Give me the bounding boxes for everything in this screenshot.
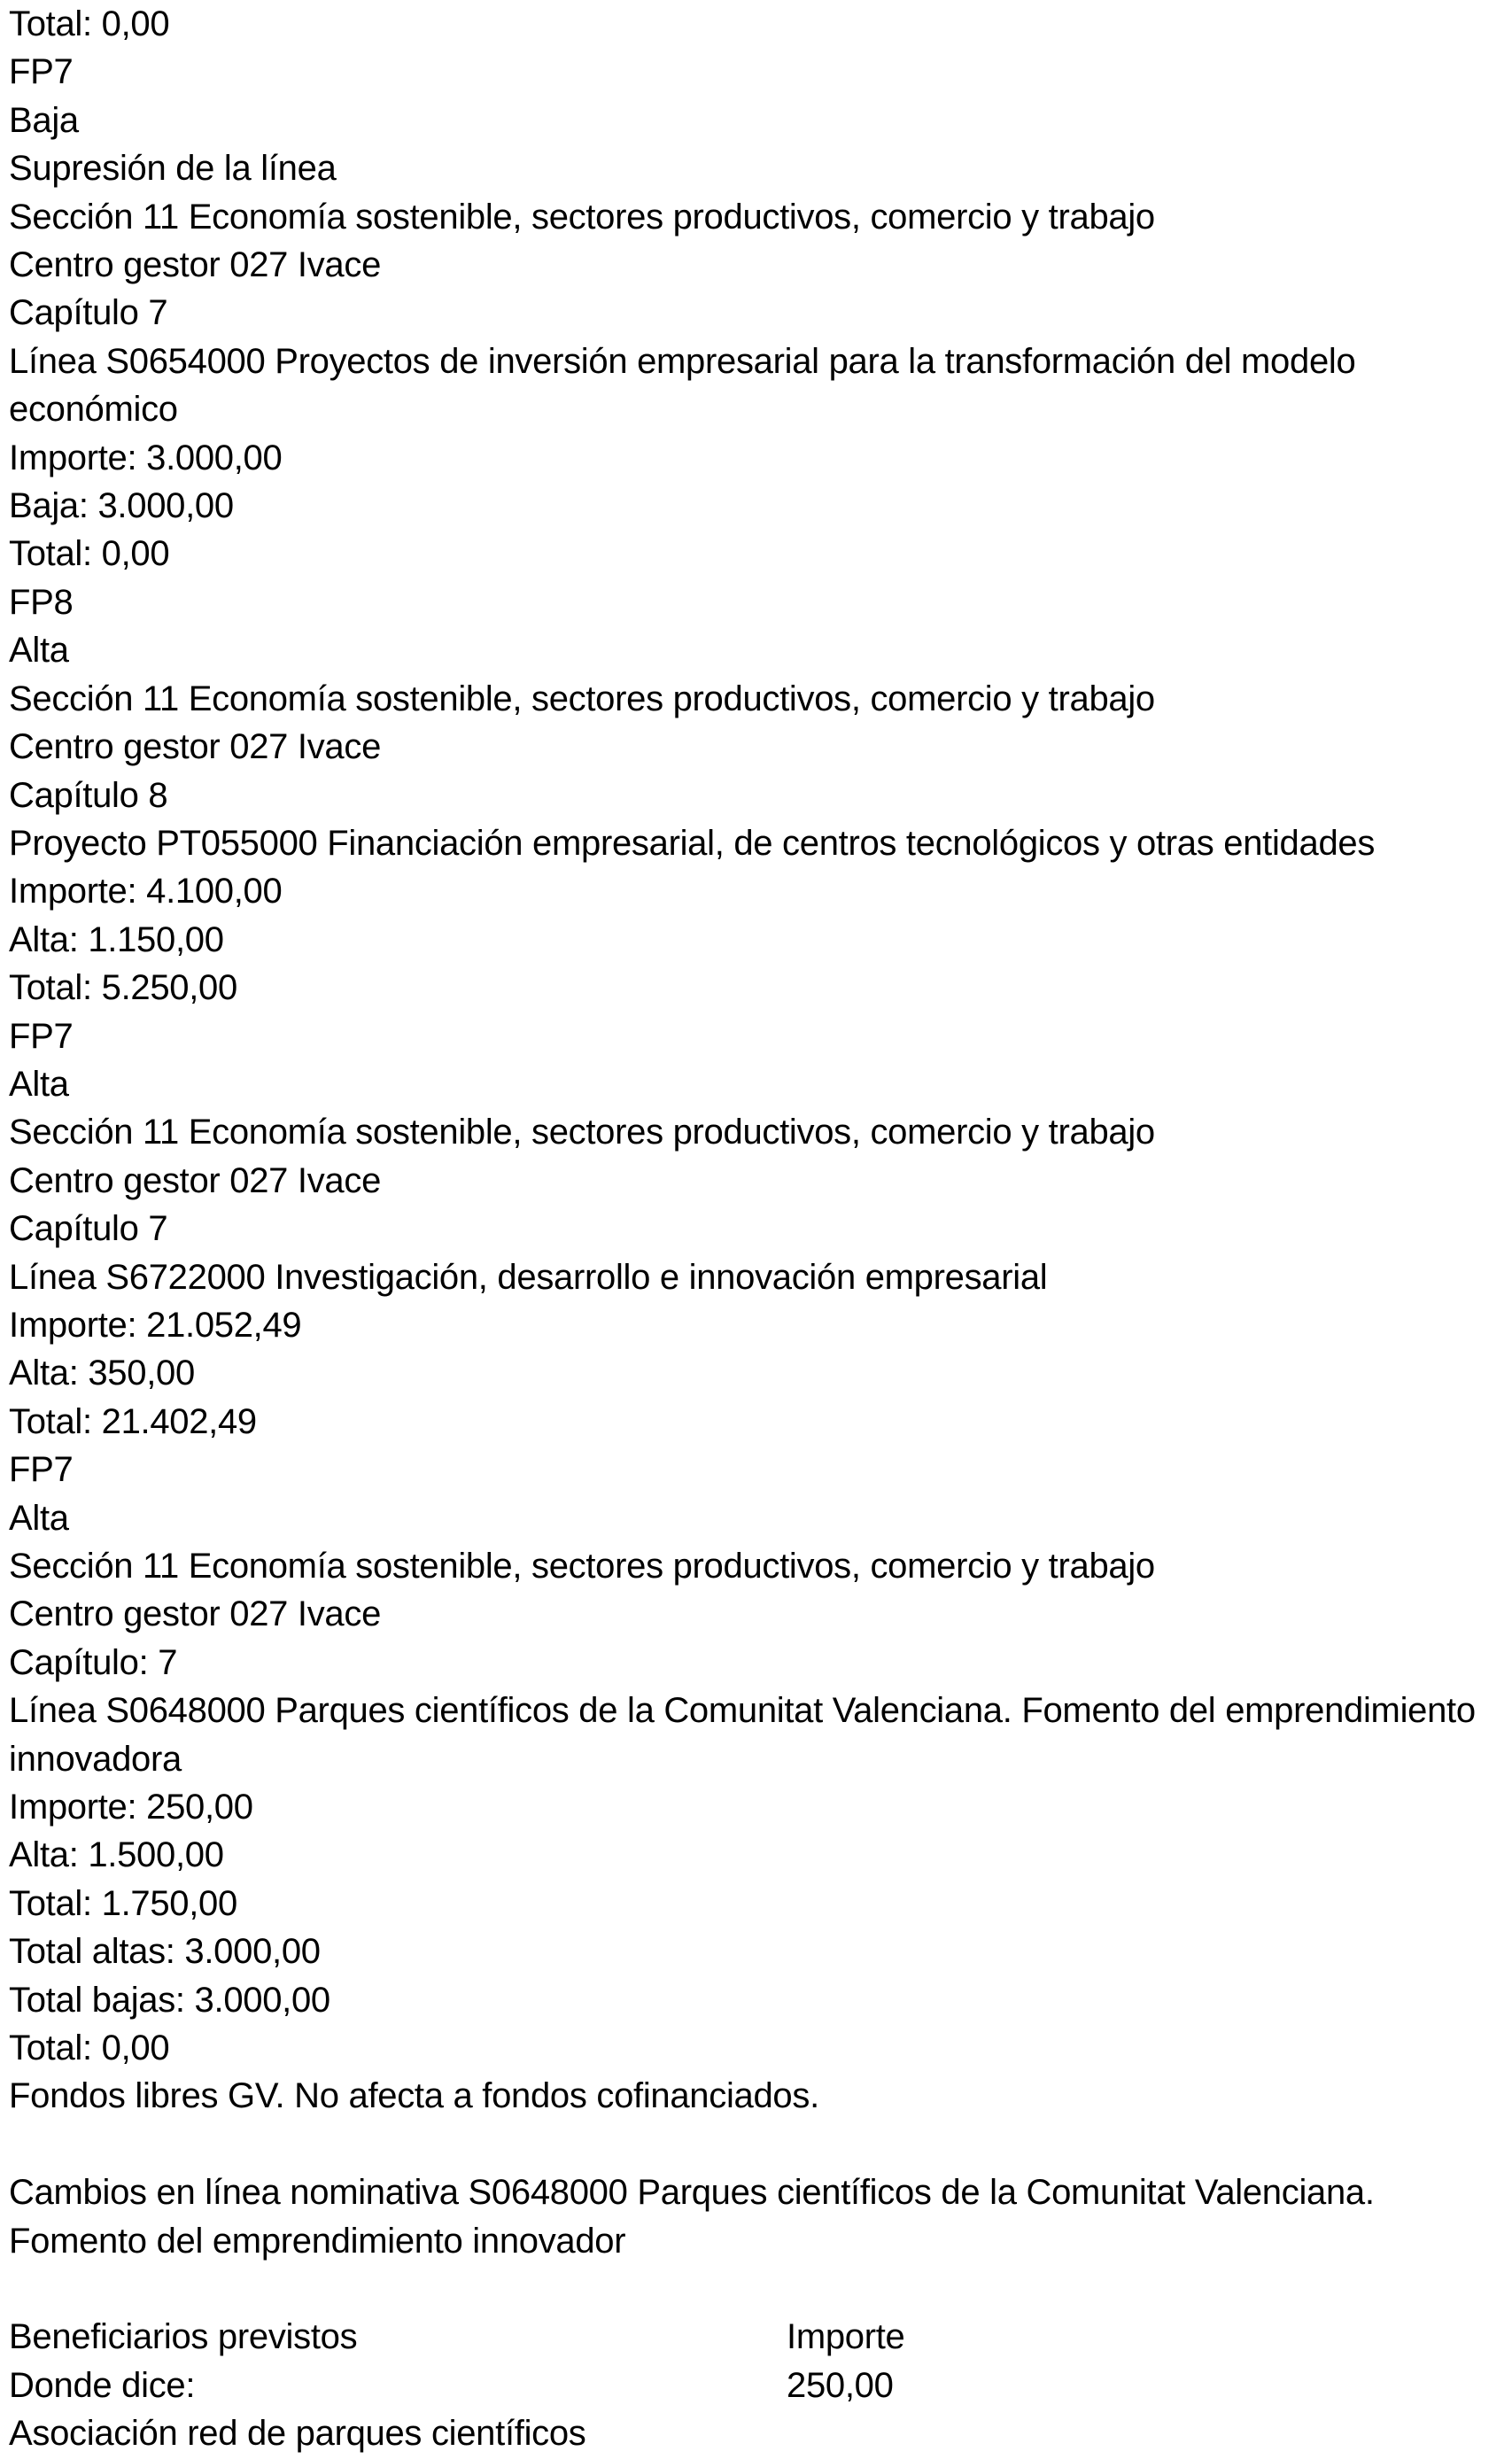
document-line: Importe: 21.052,49 xyxy=(9,1305,302,1345)
document-line: Alta: 1.500,00 xyxy=(9,1835,224,1875)
document-line: Importe: 3.000,00 xyxy=(9,438,283,477)
budget-entry xyxy=(9,1446,1506,1928)
document-line: innovadora xyxy=(9,1739,182,1779)
document-line: Total: 1.750,00 xyxy=(9,1883,237,1923)
document-line: Capítulo 7 xyxy=(9,1209,168,1249)
document-line: Total: 21.402,49 xyxy=(9,1401,257,1441)
document-line: Total: 0,00 xyxy=(9,2028,170,2068)
header-importe: Importe xyxy=(787,2317,905,2357)
table-cell-label: Asociación red de parques científicos xyxy=(9,2414,586,2454)
table-header-row xyxy=(9,2313,1506,2361)
budget-entry xyxy=(9,48,1506,578)
document-line: Alta: 1.150,00 xyxy=(9,919,224,959)
document-line: Capítulo 8 xyxy=(9,775,168,815)
document-line: Capítulo 7 xyxy=(9,293,168,333)
document-line: Alta: 350,00 xyxy=(9,1354,195,1393)
document-line: Importe: 250,00 xyxy=(9,1788,253,1827)
document-line: Total: 0,00 xyxy=(9,4,170,43)
document-line: Total altas: 3.000,00 xyxy=(9,1932,321,1972)
document-line: FP8 xyxy=(9,582,74,622)
document-line: FP7 xyxy=(9,1450,74,1490)
document-line: Sección 11 Economía sostenible, sectores productivos, comercio y trabajo xyxy=(9,1547,1155,1586)
document-line: Centro gestor 027 Ivace xyxy=(9,727,382,767)
document-line: Capítulo: 7 xyxy=(9,1642,178,1682)
document-line: Centro gestor 027 Ivace xyxy=(9,1160,382,1200)
spacer xyxy=(9,2265,1506,2313)
document-line: Proyecto PT055000 Financiación empresarial, de centros tecnológicos y otras entidades xyxy=(9,823,1376,863)
table-cell-label: Donde dice: xyxy=(9,2365,196,2405)
document-line: Línea S0654000 Proyectos de inversión empresarial para la transformación del modelo xyxy=(9,341,1356,381)
document-line: Supresión de la línea xyxy=(9,149,337,189)
document-line: Sección 11 Economía sostenible, sectores productivos, comercio y trabajo xyxy=(9,679,1155,718)
header-beneficiarios: Beneficiarios previstos xyxy=(9,2317,358,2357)
budget-entry xyxy=(9,1012,1506,1447)
nominal-change-heading-line-2: Fomento del emprendimiento innovador xyxy=(9,2221,626,2261)
document-line: Línea S6722000 Investigación, desarrollo e innovación empresarial xyxy=(9,1257,1048,1297)
spacer xyxy=(9,2121,1506,2168)
document-line: Importe: 4.100,00 xyxy=(9,872,283,911)
document-line: económico xyxy=(9,390,178,430)
document-body xyxy=(9,0,1506,2458)
budget-entry xyxy=(9,1928,1506,2121)
table-row xyxy=(9,2362,1506,2409)
table-cell-amount: 250,00 xyxy=(787,2365,894,2405)
document-line: Sección 11 Economía sostenible, sectores productivos, comercio y trabajo xyxy=(9,1113,1155,1152)
document-line: Alta xyxy=(9,631,69,671)
nominal-change-heading-line-1: Cambios en línea nominativa S0648000 Parques científicos de la Comunitat Valenciana. xyxy=(9,2173,1375,2213)
beneficiaries-table xyxy=(9,2313,1506,2457)
budget-entry xyxy=(9,0,1506,48)
document-line: Centro gestor 027 Ivace xyxy=(9,1594,382,1634)
document-line: Baja xyxy=(9,100,79,140)
document-line: Total: 5.250,00 xyxy=(9,968,237,1008)
document-line: Sección 11 Economía sostenible, sectores productivos, comercio y trabajo xyxy=(9,197,1155,237)
document-line: Centro gestor 027 Ivace xyxy=(9,245,382,285)
document-line: FP7 xyxy=(9,1016,74,1056)
table-row xyxy=(9,2409,1506,2457)
document-line: Alta xyxy=(9,1064,69,1104)
document-line: Alta xyxy=(9,1498,69,1538)
document-line: Línea S0648000 Parques científicos de la Comunitat Valenciana. Fomento del emprendimiento xyxy=(9,1691,1476,1731)
document-line: Total bajas: 3.000,00 xyxy=(9,1980,330,2020)
document-line: Fondos libres GV. No afecta a fondos cofinanciados. xyxy=(9,2076,819,2116)
budget-entry xyxy=(9,578,1506,1012)
document-line: Baja: 3.000,00 xyxy=(9,486,234,526)
budget-modification-list xyxy=(9,0,1506,2121)
document-line: FP7 xyxy=(9,52,74,92)
document-line: Total: 0,00 xyxy=(9,534,170,574)
